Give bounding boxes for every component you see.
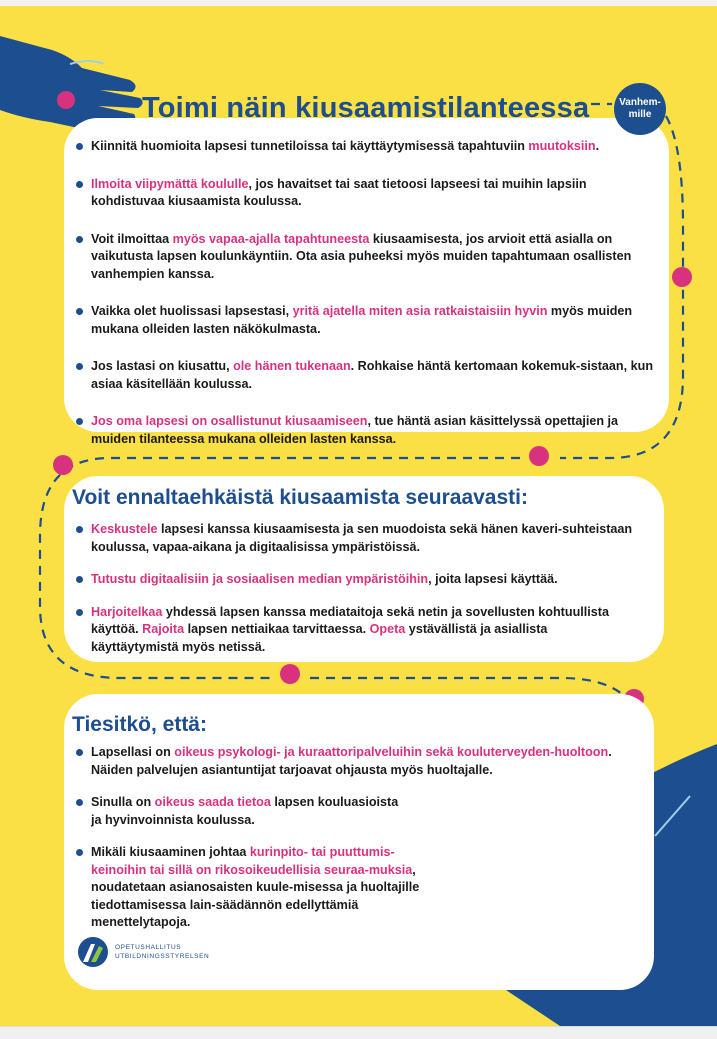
item-text: , tue häntä asian käsittelyssä opettajien ja muiden tilanteessa mukana olleiden lasten kanssa. [91, 414, 619, 446]
item-text: , jos havaitset tai saat tietoosi lapseesi tai muihin lapsiin kohdistuvaa kiusaamista koulussa. [91, 176, 587, 208]
logo-line-1: OPETUSHALLITUS [115, 944, 182, 951]
list-item [76, 521, 636, 556]
item-text: Voit ilmoittaa [91, 231, 173, 246]
highlight-text: Harjoitelkaa [91, 604, 163, 619]
logo-text [115, 943, 209, 961]
page-title: Toimi näin kiusaamistilanteessa [142, 92, 590, 124]
highlight-text: oikeus psykologi- ja kuraattoripalveluihin sekä kouluterveyden-huoltoon [174, 745, 609, 759]
did-you-know-list [76, 744, 616, 932]
list-item [76, 231, 656, 284]
audience-badge-label: Vanhem- mille [619, 97, 661, 120]
highlight-text: Rajoita [142, 622, 185, 636]
opetushallitus-logo-icon [77, 936, 109, 968]
item-text: lapsesi kanssa kiusaamisesta ja sen muodoista sekä hänen kaveri-suhteistaan koulussa, vapaa-aikana ja digitaalisissa ympäristöissä. [91, 522, 633, 554]
item-text: . Näiden palvelujen asiantuntijat tarjoavat ohjausta myös huoltajalle. [91, 745, 612, 777]
item-text: Sinulla on [91, 795, 155, 809]
audience-badge [614, 83, 666, 135]
highlight-text: Keskustele [91, 522, 158, 536]
item-text: Kiinnitä huomioita lapsesi tunnetiloissa tai käyttäytymisessä tapahtuviin [91, 139, 529, 153]
list-item [76, 571, 636, 589]
path-dot [529, 446, 549, 466]
prevention-heading: Voit ennaltaehkäistä kiusaamista seuraavasti: [72, 486, 528, 509]
prevention-list [76, 521, 636, 656]
highlight-text: Jos oma lapsesi on osallistunut kiusaamiseen [91, 414, 368, 428]
list-item [76, 844, 421, 932]
item-text: Vaikka olet huolissasi lapsestasi, [91, 304, 293, 318]
highlight-text: oikeus saada tietoa [154, 795, 271, 809]
item-text: Lapsellasi on [91, 745, 175, 759]
list-item [76, 604, 636, 657]
highlight-text: Tutustu digitaalisiin ja sosiaalisen median ympäristöihin [91, 572, 429, 586]
bottom-strip [0, 1026, 717, 1039]
opetushallitus-logo [77, 936, 209, 968]
list-item [76, 358, 656, 393]
item-text: Jos lastasi on kiusattu, [91, 359, 234, 373]
highlight-text: kurinpito- tai puuttumis-keinoihin tai sillä on rikosoikeudellisia seuraa-muksia [91, 845, 413, 877]
list-item [76, 413, 656, 448]
highlight-text: yritä ajatella miten asia ratkaistaisiin hyvin [292, 304, 548, 318]
item-text: lapsen kouluasioista ja hyvinvoinnista koulussa. [91, 795, 399, 827]
item-text: Mikäli kiusaaminen johtaa [91, 845, 250, 859]
item-text: ystävällistä ja asiallista käyttäytymistä myös netissä. [91, 622, 548, 654]
item-text: kiusaamisesta, jos arvioit että asialla on vaikutusta lapsen koulunkäyntiin. Ota asia puheeksi myös muiden tapahtumaan osallisten vanhempien kanssa. [91, 231, 632, 281]
highlight-text: Ilmoita viipymättä koululle [91, 176, 249, 191]
path-dot [672, 267, 692, 287]
list-item [76, 138, 656, 156]
list-item [76, 794, 411, 829]
did-you-know-heading: Tiesitkö, että: [72, 713, 207, 736]
highlight-text: Opeta [369, 622, 406, 636]
path-dot [53, 455, 73, 475]
item-text: , noudatetaan asianosaisten kuule-misessa ja huoltajille tiedottamisessa lain-säädännön edellyttämiä menettelytapoja. [91, 862, 420, 929]
item-text: , joita lapsesi käyttää. [428, 572, 558, 586]
highlight-text: myös vapaa-ajalla tapahtuneesta [172, 231, 370, 246]
list-item [76, 303, 656, 338]
highlight-text: ole hänen tukenaan [233, 359, 351, 373]
item-text: . Rohkaise häntä kertomaan kokemuk-sistaan, kun asiaa käsitellään koulussa. [91, 359, 654, 391]
item-text: myös muiden mukana olleiden lasten näkökulmasta. [91, 304, 633, 336]
logo-line-2: UTBILDNINGSSTYRELSEN [115, 953, 210, 960]
path-dot [280, 664, 300, 684]
actions-list [76, 138, 656, 448]
list-item [76, 176, 656, 211]
list-item [76, 744, 616, 779]
item-text: . [595, 139, 600, 153]
highlight-text: muutoksiin [528, 139, 596, 153]
poster [0, 6, 717, 1026]
item-text: lapsen nettiaikaa tarvittaessa. [184, 622, 370, 636]
item-text: yhdessä lapsen kanssa mediataitoja sekä netin ja sovellusten kohtuullista käyttöä. [91, 604, 609, 636]
hand-top-left-icon [0, 36, 143, 130]
